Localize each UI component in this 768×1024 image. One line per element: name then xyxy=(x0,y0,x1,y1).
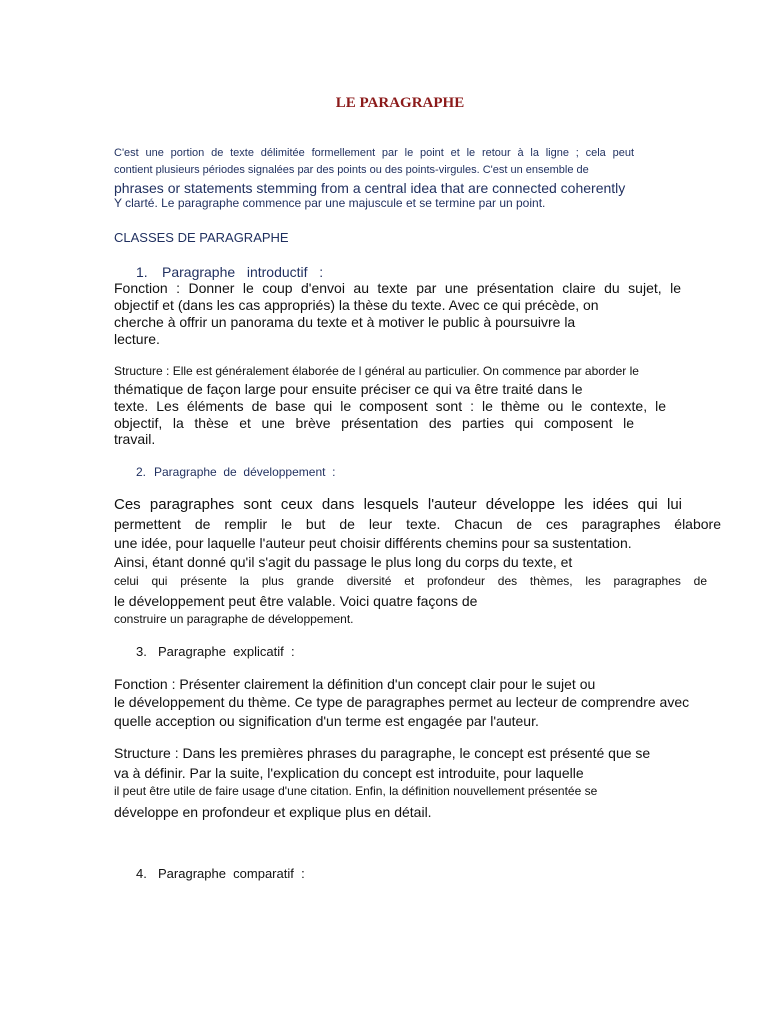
s1-structure-line-3: texte. Les éléments de base qui le composent sont : le thème ou le contexte, le xyxy=(114,398,666,414)
s3-structure-line-2: va à définir. Par la suite, l'explication du concept est introduite, pour laquelle xyxy=(114,765,584,781)
s1-structure-line-4: objectif, la thèse et une brève présentation des parties qui composent le xyxy=(114,415,634,431)
page-title: LE PARAGRAPHE xyxy=(335,95,465,111)
intro-line-1: C'est une portion de texte délimitée formellement par le point et le retour à la ligne ; cela peut xyxy=(114,147,634,159)
s1-fonction-line-1: Fonction : Donner le coup d'envoi au texte par une présentation claire du sujet, le xyxy=(114,280,681,296)
intro-line-3: phrases or statements stemming from a central idea that are connected coherently xyxy=(114,180,626,196)
classes-heading: CLASSES DE PARAGRAPHE xyxy=(114,230,289,245)
s1-structure-line-1: Structure : Elle est généralement élaborée de l général au particulier. On commence par aborder le xyxy=(114,364,639,378)
s3-fonction-line-2: le développement du thème. Ce type de paragraphes permet au lecteur de comprendre avec xyxy=(114,694,690,710)
s2-body-line-1: Ces paragraphes sont ceux dans lesquels l'auteur développe les idées qui lui xyxy=(114,496,682,513)
s1-fonction-line-3: cherche à offrir un panorama du texte et à motiver le public à poursuivre la xyxy=(114,314,576,330)
s1-structure-line-5: travail. xyxy=(114,431,156,447)
intro-line-2: contient plusieurs périodes signalées par des points ou des points-virgules. C'est un ensemble de xyxy=(114,164,589,176)
s2-body-line-6: le développement peut être valable. Voici quatre façons de xyxy=(114,593,478,609)
section-3-title: Paragraphe explicatif : xyxy=(158,644,295,659)
section-2-title: Paragraphe de développement : xyxy=(154,465,336,479)
s1-structure-line-2: thématique de façon large pour ensuite préciser ce qui va être traité dans le xyxy=(114,381,583,397)
s2-body-line-3: une idée, pour laquelle l'auteur peut choisir différents chemins pour sa sustentation. xyxy=(114,535,632,551)
section-4-title: Paragraphe comparatif : xyxy=(158,866,305,881)
section-1-number: 1. xyxy=(136,264,148,280)
s1-fonction-line-2: objectif et (dans les cas appropriés) la thèse du texte. Avec ce qui précède, on xyxy=(114,297,599,313)
section-2-number: 2. xyxy=(136,465,147,479)
s3-fonction-line-1: Fonction : Présenter clairement la définition d'un concept clair pour le sujet ou xyxy=(114,676,596,692)
section-3-number: 3. xyxy=(136,644,147,659)
section-4-number: 4. xyxy=(136,866,147,881)
s3-structure-line-3: il peut être utile de faire usage d'une citation. Enfin, la définition nouvellement présentée se xyxy=(114,784,598,798)
s2-body-line-4: Ainsi, étant donné qu'il s'agit du passage le plus long du corps du texte, et xyxy=(114,554,573,570)
section-1-title: Paragraphe introductif : xyxy=(162,264,324,280)
s2-body-line-5: celui qui présente la plus grande diversité et profondeur des thèmes, les paragraphes de xyxy=(114,574,707,588)
s3-fonction-line-3: quelle acception ou signification d'un terme est engagée par l'auteur. xyxy=(114,713,539,729)
s1-fonction-line-4: lecture. xyxy=(114,331,160,347)
s2-body-line-2: permettent de remplir le but de leur texte. Chacun de ces paragraphes élabore xyxy=(114,516,721,532)
s3-structure-line-4: développe en profondeur et explique plus en détail. xyxy=(114,804,432,820)
intro-line-4: Y clarté. Le paragraphe commence par une majuscule et se termine par un point. xyxy=(114,196,546,210)
s2-body-line-7: construire un paragraphe de développement. xyxy=(114,612,354,626)
s3-structure-line-1: Structure : Dans les premières phrases du paragraphe, le concept est présenté que se xyxy=(114,745,651,761)
